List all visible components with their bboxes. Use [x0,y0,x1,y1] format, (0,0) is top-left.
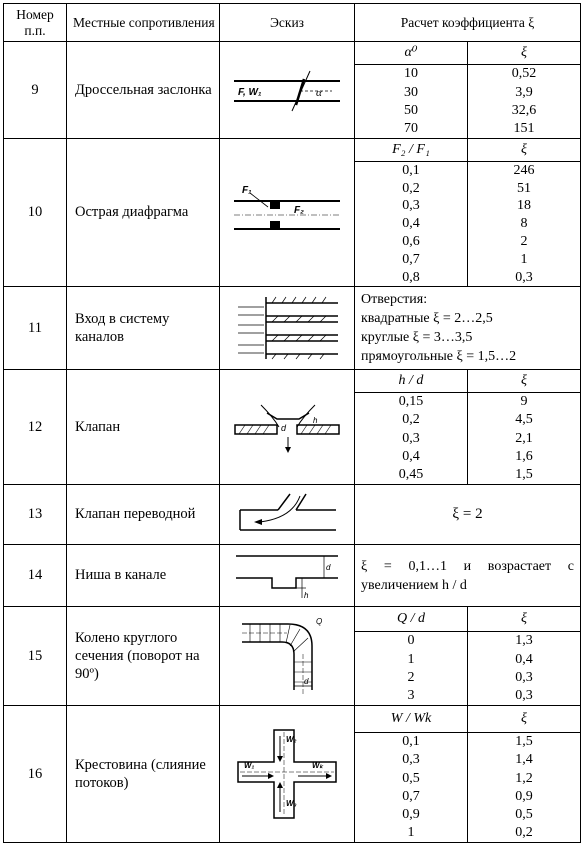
row-num: 12 [4,370,67,485]
row-num: 14 [4,545,67,607]
svg-text:F, W₁: F, W₁ [238,87,262,98]
row-13 [4,485,581,545]
header-resistances: Местные сопротивления [67,4,220,42]
svg-text:d: d [326,562,331,572]
sketch-channel-niche [220,545,355,607]
svg-text:d: d [281,423,287,433]
subtable: F₂ / F₁ ξ 0,1 246 0,2 51 0,3 18 0,4 8 0,6 2 0,7 1 0,8 0,3 [355,139,580,286]
sketch-throttle-valve [220,42,355,139]
row-name: Вход в систему каналов [67,287,220,370]
sketch-valve [220,370,355,485]
subtable: W / Wk ξ 0,1 1,5 0,3 1,4 0,5 1,2 0,7 0,9 0,9 0,5 1 0,2 [355,706,580,842]
svg-text:α: α [316,87,322,99]
row-14 [4,545,581,607]
row-name: Колено круглого сечения (поворот на 90º) [67,607,220,706]
sketch-channel-inlet [220,287,355,370]
subtable: Q / d ξ 0 1,3 1 0,4 2 0,3 3 0,3 [355,607,580,705]
svg-text:Wₖ: Wₖ [312,761,323,770]
sketch-cross-junction [220,706,355,843]
header-sketch: Эскиз [220,4,355,42]
svg-text:W₂: W₂ [286,735,297,744]
row-16 [4,706,581,843]
svg-text:W₁: W₁ [244,761,255,770]
svg-text:W₃: W₃ [286,799,297,808]
svg-text:F₁: F₁ [242,184,252,196]
inlet-text: Отверстия: квадратные ξ = 2…2,5 круглые ξ = 3…3,5 прямоугольные ξ = 1,5…2 [361,292,517,364]
header-num: Номер п.п. [4,4,67,42]
row-name: Ниша в канале [67,545,220,607]
svg-text:F₂: F₂ [294,204,304,216]
subtable: h / d ξ 0,15 9 0,2 4,5 0,3 2,1 0,4 1,6 0,45 1,5 [355,370,580,484]
row-num: 15 [4,607,67,706]
svg-text:h: h [304,590,309,600]
row-10 [4,139,581,287]
row-12 [4,370,581,485]
svg-text:Q: Q [316,617,323,626]
sketch-switch-valve [220,485,355,545]
row-name: Острая диафрагма [67,139,220,287]
row-num: 13 [4,485,67,545]
row-name: Клапан переводной [67,485,220,545]
row-num: 11 [4,287,67,370]
row-11 [4,287,581,370]
coefficient-table [3,3,581,843]
niche-text: ξ = 0,1…1 и возрастает с увеличением h / d [361,558,574,593]
switch-valve-value: ξ = 2 [355,485,581,545]
svg-text:d: d [304,677,309,686]
row-num: 9 [4,42,67,139]
row-num: 16 [4,706,67,843]
sketch-round-elbow [220,607,355,706]
row-15 [4,607,581,706]
row-name: Крестовина (слияние потоков) [67,706,220,843]
row-num: 10 [4,139,67,287]
sketch-sharp-diaphragm [220,139,355,287]
header-calc: Расчет коэффициента ξ [355,4,581,42]
row-9 [4,42,581,139]
header-row [4,4,581,42]
row-name: Клапан [67,370,220,485]
svg-text:h: h [313,416,318,425]
row-name: Дроссельная заслонка [67,42,220,139]
subtable: α⁰ ξ 10 0,52 30 3,9 50 32,6 70 151 [355,42,580,138]
